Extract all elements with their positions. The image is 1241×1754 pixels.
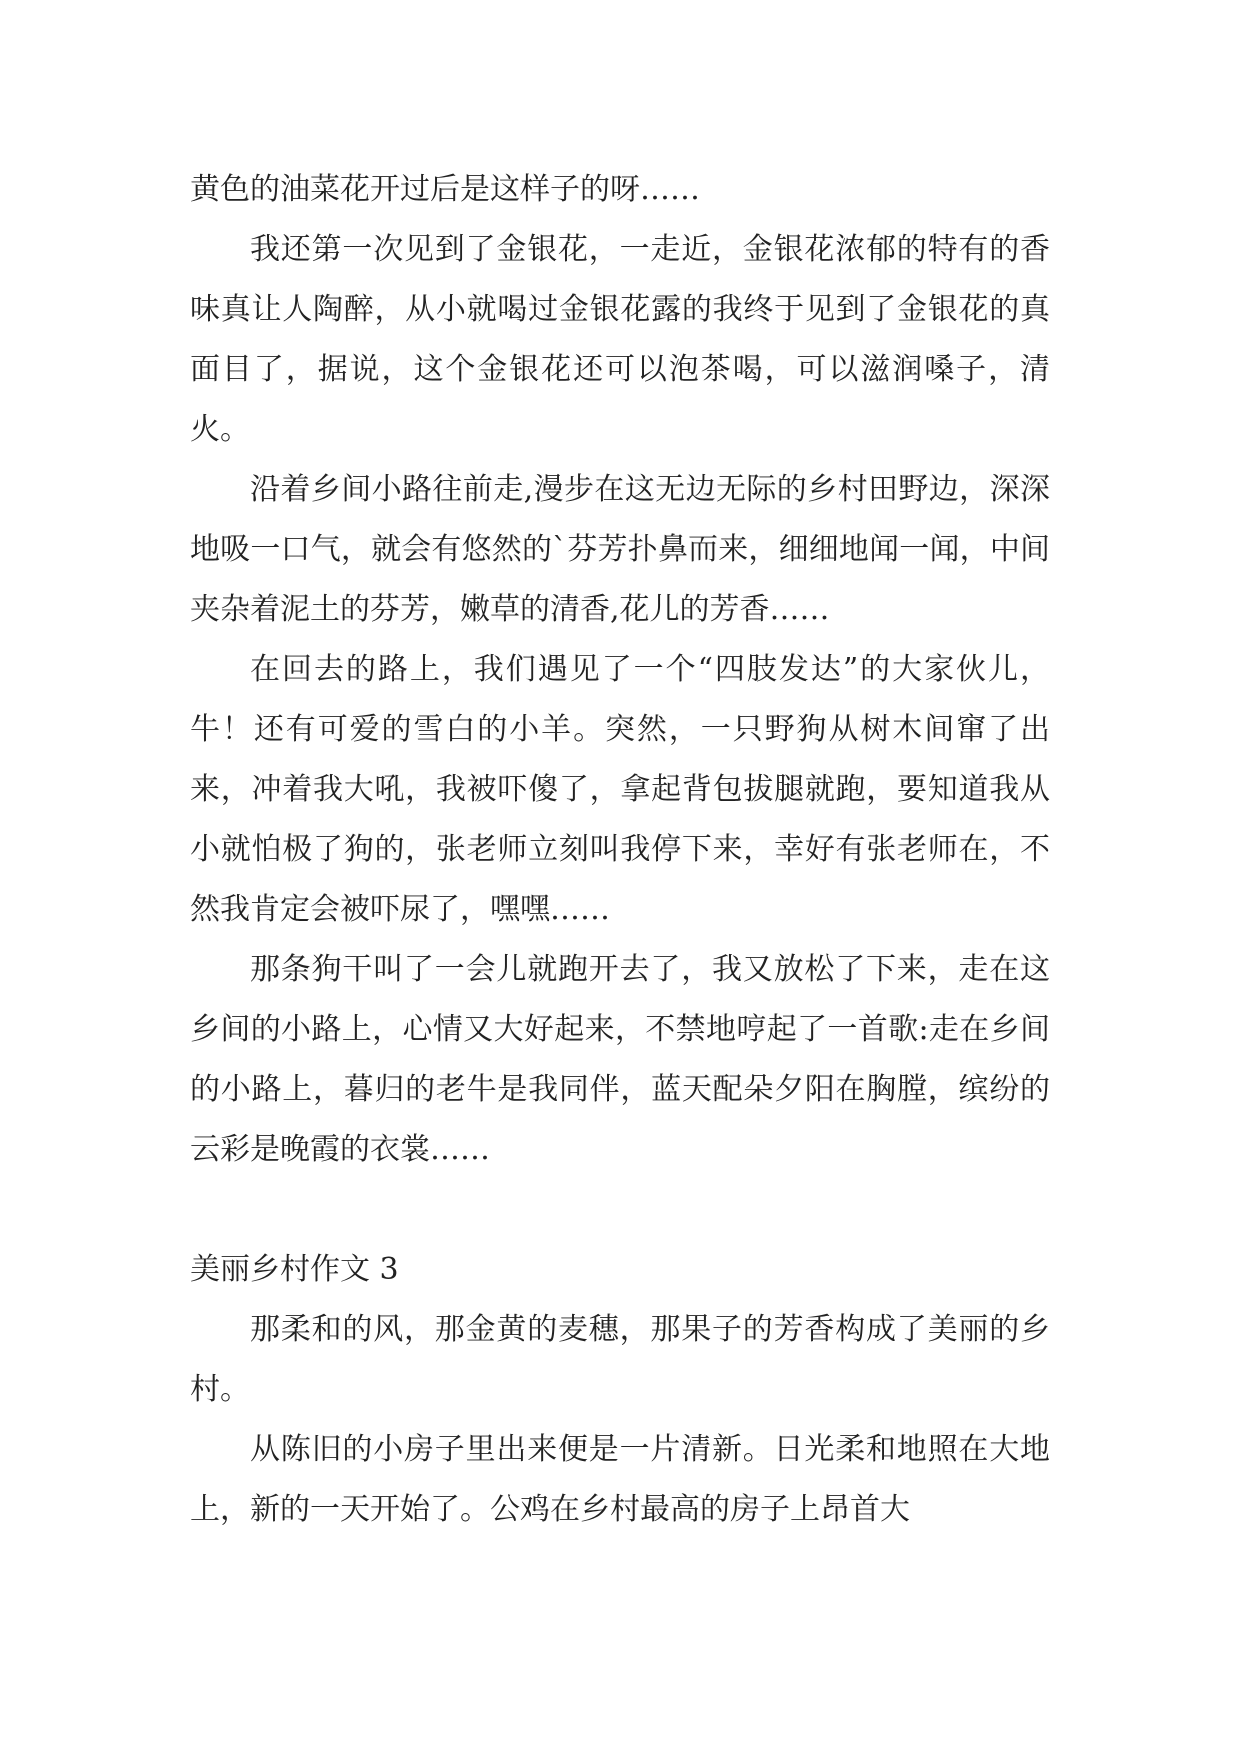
paragraph-section-morning: 从陈旧的小房子里出来便是一片清新。日光柔和地照在大地上，新的一天开始了。公鸡在乡村最高的房子上昂首大: [190, 1432, 1050, 1527]
paragraph-honeysuckle: 我还第一次见到了金银花，一走近，金银花浓郁的特有的香味真让人陶醉，从小就喝过金银花露的我终于见到了金银花的真面目了，据说，这个金银花还可以泡茶喝，可以滋润嗓子，清火。: [190, 232, 1050, 447]
section-heading: 美丽乡村作文 3: [190, 1252, 399, 1287]
paragraph-song: 那条狗干叫了一会儿就跑开去了，我又放松了下来，走在这乡间的小路上，心情又大好起来，不禁地哼起了一首歌:走在乡间的小路上，暮归的老牛是我同伴，蓝天配朵夕阳在胸膛，缤纷的云彩是晚霞的衣裳……: [190, 952, 1050, 1167]
document-body: [190, 160, 1050, 1540]
paragraph-continuation: 黄色的油菜花开过后是这样子的呀……: [190, 172, 700, 207]
paragraph-wild-dog: 在回去的路上，我们遇见了一个“四肢发达”的大家伙儿，牛！还有可爱的雪白的小羊。突然，一只野狗从树木间窜了出来，冲着我大吼，我被吓傻了，拿起背包拔腿就跑，要知道我从小就怕极了狗的，张老师立刻叫我停下来，幸好有张老师在，不然我肯定会被吓尿了，嘿嘿……: [190, 652, 1050, 927]
paragraph-section-intro: 那柔和的风，那金黄的麦穗，那果子的芳香构成了美丽的乡村。: [190, 1312, 1050, 1407]
paragraph-country-path: 沿着乡间小路往前走,漫步在这无边无际的乡村田野边，深深地吸一口气，就会有悠然的`芬芳扑鼻而来，细细地闻一闻，中间夹杂着泥土的芬芳，嫩草的清香,花儿的芳香……: [190, 472, 1050, 627]
